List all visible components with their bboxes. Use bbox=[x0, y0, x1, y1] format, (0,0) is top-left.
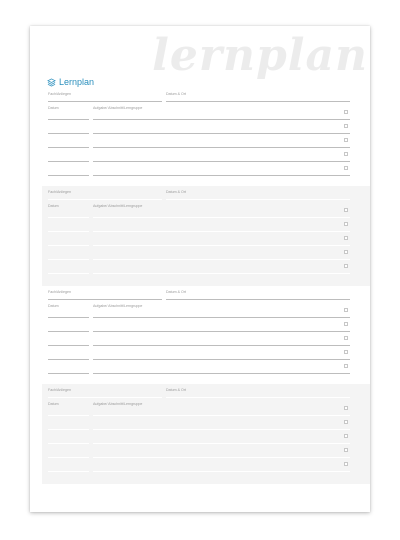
done-checkbox[interactable] bbox=[344, 222, 348, 226]
task-entry-line[interactable] bbox=[93, 133, 350, 134]
task-entry-line[interactable] bbox=[93, 373, 350, 374]
column-task-label: Aufgabe/ Abschnitt/Lerngruppe bbox=[93, 204, 143, 208]
done-checkbox[interactable] bbox=[344, 236, 348, 240]
task-entry-line[interactable] bbox=[93, 457, 350, 458]
date-time-label: Datum & Ort bbox=[166, 92, 186, 96]
task-entry-line[interactable] bbox=[93, 345, 350, 346]
done-checkbox[interactable] bbox=[344, 152, 348, 156]
date-entry-line[interactable] bbox=[48, 245, 89, 246]
plan-section bbox=[42, 286, 370, 386]
task-entry-line[interactable] bbox=[93, 231, 350, 232]
date-entry-line[interactable] bbox=[48, 161, 89, 162]
task-entry-line[interactable] bbox=[93, 259, 350, 260]
done-checkbox[interactable] bbox=[344, 448, 348, 452]
column-date-label: Datum bbox=[48, 106, 59, 110]
column-date-label: Datum bbox=[48, 204, 59, 208]
date-time-field-line[interactable] bbox=[166, 199, 350, 200]
date-entry-line[interactable] bbox=[48, 457, 89, 458]
done-checkbox[interactable] bbox=[344, 124, 348, 128]
task-entry-line[interactable] bbox=[93, 443, 350, 444]
watermark-text: lernplan bbox=[152, 30, 368, 81]
date-entry-line[interactable] bbox=[48, 119, 89, 120]
stacked-layers-icon bbox=[47, 78, 56, 87]
column-task-label: Aufgabe/ Abschnitt/Lerngruppe bbox=[93, 402, 143, 406]
date-time-label: Datum & Ort bbox=[166, 388, 186, 392]
column-date-label: Datum bbox=[48, 402, 59, 406]
subject-label: Fach/Anliegen bbox=[48, 290, 71, 294]
task-entry-line[interactable] bbox=[93, 217, 350, 218]
date-entry-line[interactable] bbox=[48, 443, 89, 444]
plan-section bbox=[42, 186, 370, 286]
done-checkbox[interactable] bbox=[344, 462, 348, 466]
task-entry-line[interactable] bbox=[93, 359, 350, 360]
task-entry-line[interactable] bbox=[93, 161, 350, 162]
done-checkbox[interactable] bbox=[344, 364, 348, 368]
task-entry-line[interactable] bbox=[93, 273, 350, 274]
date-time-label: Datum & Ort bbox=[166, 290, 186, 294]
done-checkbox[interactable] bbox=[344, 166, 348, 170]
date-entry-line[interactable] bbox=[48, 259, 89, 260]
date-time-field-line[interactable] bbox=[166, 299, 350, 300]
page-title bbox=[47, 75, 94, 89]
done-checkbox[interactable] bbox=[344, 434, 348, 438]
date-entry-line[interactable] bbox=[48, 373, 89, 374]
date-entry-line[interactable] bbox=[48, 175, 89, 176]
column-task-label: Aufgabe/ Abschnitt/Lerngruppe bbox=[93, 304, 143, 308]
task-entry-line[interactable] bbox=[93, 119, 350, 120]
task-entry-line[interactable] bbox=[93, 245, 350, 246]
task-entry-line[interactable] bbox=[93, 147, 350, 148]
done-checkbox[interactable] bbox=[344, 308, 348, 312]
task-entry-line[interactable] bbox=[93, 429, 350, 430]
subject-field-line[interactable] bbox=[48, 101, 162, 102]
page-title-text: Lernplan bbox=[59, 77, 95, 87]
date-time-field-line[interactable] bbox=[166, 397, 350, 398]
done-checkbox[interactable] bbox=[344, 406, 348, 410]
subject-label: Fach/Anliegen bbox=[48, 92, 71, 96]
planner-sheet bbox=[30, 26, 370, 512]
date-entry-line[interactable] bbox=[48, 273, 89, 274]
date-entry-line[interactable] bbox=[48, 133, 89, 134]
subject-field-line[interactable] bbox=[48, 397, 162, 398]
subject-label: Fach/Anliegen bbox=[48, 388, 71, 392]
done-checkbox[interactable] bbox=[344, 110, 348, 114]
task-entry-line[interactable] bbox=[93, 175, 350, 176]
done-checkbox[interactable] bbox=[344, 336, 348, 340]
plan-section bbox=[42, 384, 370, 484]
task-entry-line[interactable] bbox=[93, 317, 350, 318]
date-entry-line[interactable] bbox=[48, 231, 89, 232]
task-entry-line[interactable] bbox=[93, 331, 350, 332]
subject-field-line[interactable] bbox=[48, 199, 162, 200]
date-entry-line[interactable] bbox=[48, 331, 89, 332]
done-checkbox[interactable] bbox=[344, 250, 348, 254]
date-entry-line[interactable] bbox=[48, 359, 89, 360]
done-checkbox[interactable] bbox=[344, 138, 348, 142]
date-entry-line[interactable] bbox=[48, 415, 89, 416]
task-entry-line[interactable] bbox=[93, 415, 350, 416]
date-entry-line[interactable] bbox=[48, 345, 89, 346]
column-task-label: Aufgabe/ Abschnitt/Lerngruppe bbox=[93, 106, 143, 110]
date-entry-line[interactable] bbox=[48, 471, 89, 472]
done-checkbox[interactable] bbox=[344, 264, 348, 268]
date-entry-line[interactable] bbox=[48, 147, 89, 148]
date-entry-line[interactable] bbox=[48, 217, 89, 218]
subject-label: Fach/Anliegen bbox=[48, 190, 71, 194]
done-checkbox[interactable] bbox=[344, 350, 348, 354]
done-checkbox[interactable] bbox=[344, 322, 348, 326]
date-time-label: Datum & Ort bbox=[166, 190, 186, 194]
date-time-field-line[interactable] bbox=[166, 101, 350, 102]
done-checkbox[interactable] bbox=[344, 208, 348, 212]
plan-section bbox=[42, 88, 370, 188]
task-entry-line[interactable] bbox=[93, 471, 350, 472]
column-date-label: Datum bbox=[48, 304, 59, 308]
subject-field-line[interactable] bbox=[48, 299, 162, 300]
date-entry-line[interactable] bbox=[48, 429, 89, 430]
date-entry-line[interactable] bbox=[48, 317, 89, 318]
done-checkbox[interactable] bbox=[344, 420, 348, 424]
